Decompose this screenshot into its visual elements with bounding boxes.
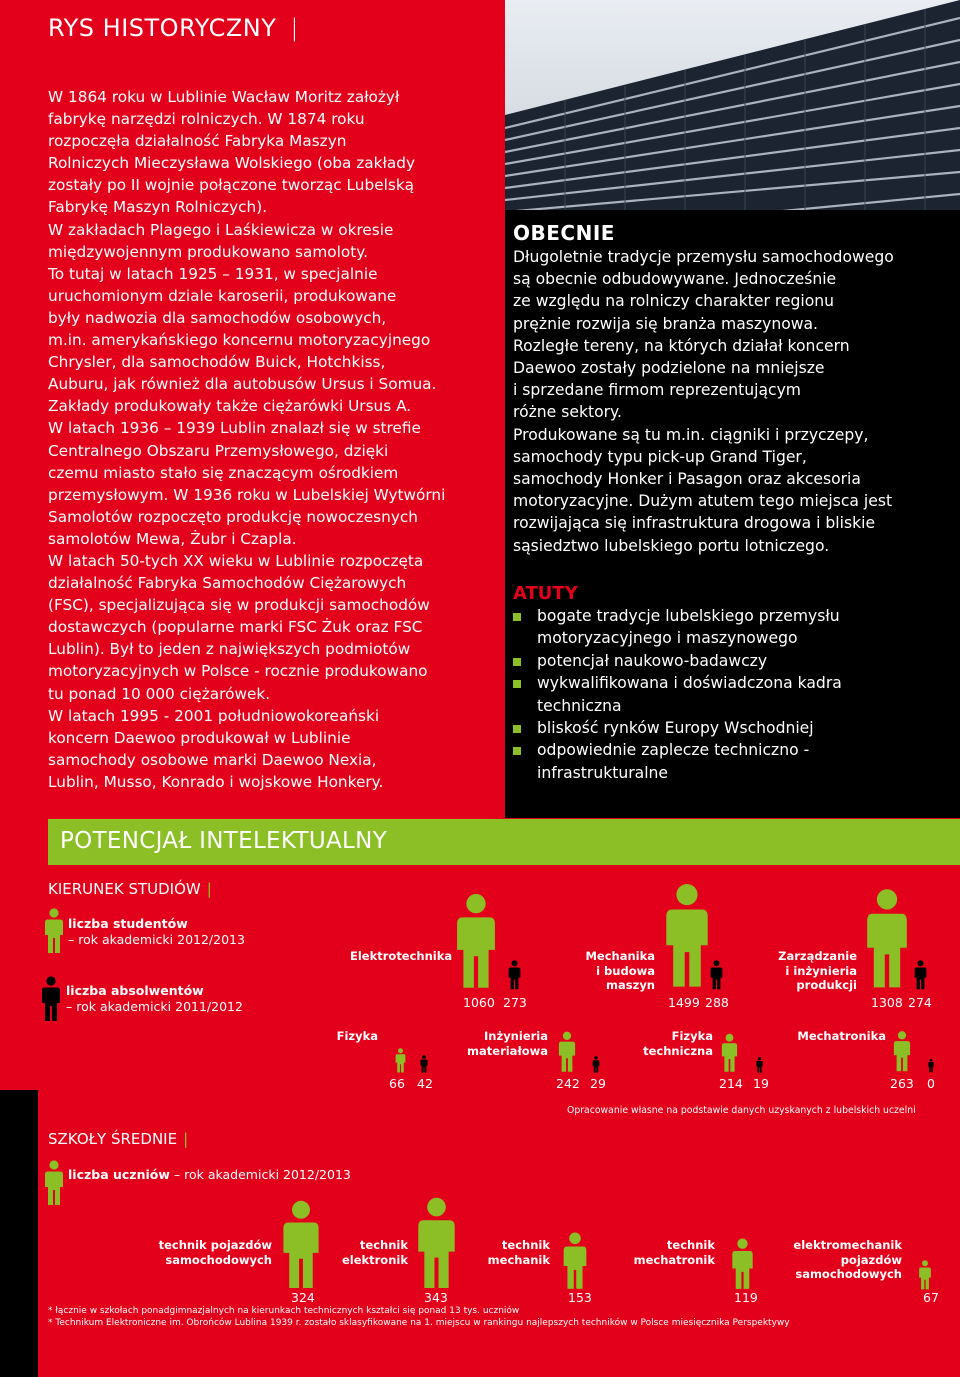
- obecnie-line: Produkowane są tu m.in. ciągniki i przyczepy,: [513, 425, 869, 444]
- obecnie-line: motoryzacyjne. Dużym atutem tego miejsca jest: [513, 492, 893, 511]
- field-label: Mechanika i budowa maszyn: [585, 949, 655, 992]
- students-count: 1060: [463, 995, 495, 1010]
- students-count: 242: [556, 1076, 580, 1091]
- green-person-icon: [918, 1260, 932, 1290]
- history-line: Lublin, Musso, Konrado i wojskowe Honkery.: [48, 772, 384, 791]
- atuty-item-line: bliskość rynków Europy Wschodniej: [537, 719, 814, 738]
- szkoly-heading: SZKOŁY ŚREDNIE |: [48, 1130, 189, 1148]
- black-person-icon: [710, 960, 723, 990]
- bullet-square-icon: [513, 680, 521, 688]
- obecnie-line: Daewoo zostały podzielone na mniejsze: [513, 359, 825, 378]
- pupils-count: 153: [568, 1290, 592, 1305]
- pupils-count: 343: [424, 1290, 448, 1305]
- atuty-item: [513, 672, 953, 717]
- green-person-icon: [562, 1232, 588, 1290]
- green-person-icon: [44, 1160, 64, 1206]
- graduates-count: 29: [590, 1076, 606, 1091]
- green-person-icon: [455, 893, 497, 990]
- pupils-count: 119: [734, 1290, 758, 1305]
- history-line: To tutaj w latach 1925 – 1931, w specjalnie: [48, 264, 378, 283]
- graduates-count: 0: [927, 1076, 935, 1091]
- legend-graduates-year: – rok akademicki 2011/2012: [66, 999, 243, 1014]
- atuty-title: ATUTY: [513, 583, 578, 604]
- legend-graduates: liczba absolwentów: [66, 983, 204, 998]
- obecnie-line: i sprzedane firmom reprezentującym: [513, 381, 801, 400]
- atuty-item: [513, 739, 953, 784]
- edge-stripe: [0, 1090, 38, 1377]
- history-line: samolotów Mewa, Żubr i Czapla.: [48, 529, 297, 548]
- history-line: były nadwozia dla samochodów osobowych,: [48, 308, 387, 327]
- obecnie-line: Rozległe tereny, na których działał koncern: [513, 336, 850, 355]
- history-line: Fabrykę Maszyn Rolniczych).: [48, 198, 268, 217]
- obecnie-line: samochody typu pick-up Grand Tiger,: [513, 447, 807, 466]
- history-text: [48, 86, 508, 793]
- bullet-square-icon: [513, 613, 521, 621]
- black-person-icon: [914, 960, 927, 990]
- history-line: działalność Fabryka Samochodów Ciężarowych: [48, 574, 407, 593]
- atuty-item-line: techniczna: [537, 696, 622, 715]
- green-person-icon: [731, 1238, 754, 1290]
- students-count: 1308: [871, 995, 903, 1010]
- bullet-square-icon: [513, 747, 521, 755]
- school-label: technik mechatronik: [633, 1238, 715, 1267]
- history-line: Chrysler, dla samochodów Buick, Hotchkiss,: [48, 353, 386, 372]
- school-label: elektromechanik pojazdów samochodowych: [793, 1238, 902, 1281]
- field-label: Elektrotechnika: [350, 949, 453, 963]
- students-count: 1499: [668, 995, 700, 1010]
- obecnie-text: [513, 246, 953, 557]
- history-line: przemysłowym. W 1936 roku w Lubelskiej Wytwórni: [48, 485, 446, 504]
- black-person-icon: [928, 1058, 934, 1073]
- history-line: koncern Daewoo produkował w Lublinie: [48, 728, 351, 747]
- history-line: czemu miasto stało się znaczącym ośrodkiem: [48, 463, 399, 482]
- obecnie-line: są obecnie odbudowywane. Jednocześnie: [513, 270, 837, 289]
- pupils-count: 324: [291, 1290, 315, 1305]
- history-title: RYS HISTORYCZNY |: [48, 14, 299, 42]
- pupils-count: 67: [923, 1290, 939, 1305]
- history-line: W latach 1995 - 2001 południowokoreański: [48, 706, 380, 725]
- atuty-item-line: potencjał naukowo-badawczy: [537, 651, 768, 670]
- atuty-item: [513, 650, 953, 672]
- history-line: zostały po II wojnie połączone tworząc Lubelską: [48, 176, 415, 195]
- green-person-icon: [721, 1033, 738, 1073]
- graduates-count: 274: [908, 995, 932, 1010]
- obecnie-line: samochody Honker i Pasagon oraz akcesoria: [513, 470, 861, 489]
- students-count: 214: [719, 1076, 743, 1091]
- title-bar: |: [290, 14, 299, 42]
- source-note: Opracowanie własne na podstawie danych uzyskanych z lubelskich uczelni: [567, 1105, 916, 1116]
- graduates-count: 42: [417, 1076, 433, 1091]
- history-line: fabrykę narzędzi rolniczych. W 1874 roku: [48, 110, 365, 129]
- obecnie-line: ze względu na rolniczy charakter regionu: [513, 292, 835, 311]
- green-person-icon: [558, 1031, 576, 1073]
- graduates-count: 273: [503, 995, 527, 1010]
- history-line: (FSC), specjalizująca się w produkcji samochodów: [48, 596, 430, 615]
- history-line: uruchomionym dziale karoserii, produkowane: [48, 286, 397, 305]
- obecnie-line: prężnie rozwija się branża maszynowa.: [513, 314, 819, 333]
- building-illustration: [505, 0, 960, 210]
- green-person-icon: [394, 1048, 407, 1073]
- black-person-icon: [420, 1055, 428, 1073]
- history-line: W 1864 roku w Lublinie Wacław Moritz założył: [48, 88, 400, 106]
- atuty-item-line: motoryzacyjnego i maszynowego: [537, 629, 798, 648]
- field-label: Mechatronika: [797, 1029, 886, 1043]
- obecnie-title: OBECNIE: [513, 221, 615, 245]
- legend-pupils: liczba uczniów – rok akademicki 2012/2013: [68, 1167, 351, 1182]
- office-building-photo: [505, 0, 960, 210]
- atuty-list: [513, 605, 953, 784]
- history-line: motoryzacyjnych w Polsce - rocznie produkowano: [48, 662, 428, 681]
- green-person-icon: [893, 1030, 911, 1073]
- history-line: Lublin). Był to jeden z największych podmiotów: [48, 640, 411, 659]
- field-label: Fizyka techniczna: [643, 1029, 713, 1058]
- history-line: dostawczych (popularne marki FSC Żuk oraz FSC: [48, 618, 423, 637]
- black-person-icon: [508, 960, 521, 990]
- students-count: 66: [389, 1076, 405, 1091]
- black-person-icon: [41, 976, 61, 1022]
- graduates-count: 19: [753, 1076, 769, 1091]
- bullet-square-icon: [513, 658, 521, 666]
- legend-students-year: – rok akademicki 2012/2013: [68, 932, 245, 947]
- field-label: Zarządzanie i inżynieria produkcji: [778, 949, 857, 992]
- footnote: * łącznie w szkołach ponadgimnazjalnych na kierunkach technicznych kształci się ponad 13 tys. uczniów: [48, 1306, 520, 1316]
- graduates-count: 288: [705, 995, 729, 1010]
- history-line: międzywojennym produkowano samoloty.: [48, 242, 368, 261]
- obecnie-line: Długoletnie tradycje przemysłu samochodowego: [513, 248, 894, 266]
- history-line: samochody osobowe marki Daewoo Nexia,: [48, 750, 377, 769]
- history-line: Centralnego Obszaru Przemysłowego, dzięki: [48, 441, 389, 460]
- atuty-item-line: infrastrukturalne: [537, 763, 669, 782]
- students-count: 263: [890, 1076, 914, 1091]
- field-label: Fizyka: [336, 1029, 378, 1043]
- black-person-icon: [756, 1057, 763, 1073]
- history-line: Zakłady produkowały także ciężarówki Ursus A.: [48, 397, 412, 416]
- history-line: W latach 1936 – 1939 Lublin znalazł się w strefie: [48, 419, 421, 438]
- footnote: * Technikum Elektroniczne im. Obrońców Lublina 1939 r. zostało sklasyfikowane na 1. miejscu w rankingu najlepszych techników w Polsce miesięcznika Perspektywy: [48, 1318, 790, 1328]
- green-person-icon: [281, 1200, 321, 1290]
- history-line: tu ponad 10 000 ciężarówek.: [48, 684, 271, 703]
- school-label: technik pojazdów samochodowych: [158, 1238, 272, 1267]
- atuty-item-line: odpowiednie zaplecze techniczno -: [537, 741, 810, 760]
- green-person-icon: [416, 1197, 457, 1290]
- school-label: technik elektronik: [341, 1238, 408, 1267]
- history-line: m.in. amerykańskiego koncernu motoryzacyjnego: [48, 331, 431, 350]
- atuty-item: [513, 605, 953, 650]
- school-label: technik mechanik: [487, 1238, 550, 1267]
- history-line: Samolotów rozpoczęto produkcję nowoczesnych: [48, 507, 418, 526]
- history-line: W zakładach Plagego i Laśkiewicza w okresie: [48, 220, 394, 239]
- obecnie-line: sąsiedztwo lubelskiego portu lotniczego.: [513, 536, 830, 555]
- kierunek-heading: KIERUNEK STUDIÓW |: [48, 880, 212, 898]
- atuty-item-line: bogate tradycje lubelskiego przemysłu: [537, 607, 840, 625]
- history-line: W latach 50-tych XX wieku w Lublinie rozpoczęta: [48, 551, 424, 570]
- bullet-square-icon: [513, 725, 521, 733]
- legend-students: liczba studentów: [68, 916, 188, 931]
- field-label: Inżynieria materiałowa: [467, 1029, 548, 1058]
- green-person-icon: [664, 882, 710, 990]
- potencjal-title: POTENCJAŁ INTELEKTUALNY: [60, 828, 387, 854]
- history-line: Rolniczych Mieczysława Wolskiego (oba zakłady: [48, 154, 416, 173]
- obecnie-line: różne sektory.: [513, 403, 623, 422]
- atuty-item-line: wykwalifikowana i doświadczona kadra: [537, 674, 842, 693]
- black-person-icon: [592, 1056, 600, 1073]
- obecnie-line: rozwijająca się infrastruktura drogowa i bliskie: [513, 514, 876, 533]
- history-line: rozpoczęła działalność Fabryka Maszyn: [48, 132, 347, 151]
- green-person-icon: [44, 908, 64, 954]
- atuty-item: [513, 717, 953, 739]
- green-person-icon: [865, 888, 909, 990]
- history-line: Auburu, jak również dla autobusów Ursus i Somua.: [48, 375, 437, 394]
